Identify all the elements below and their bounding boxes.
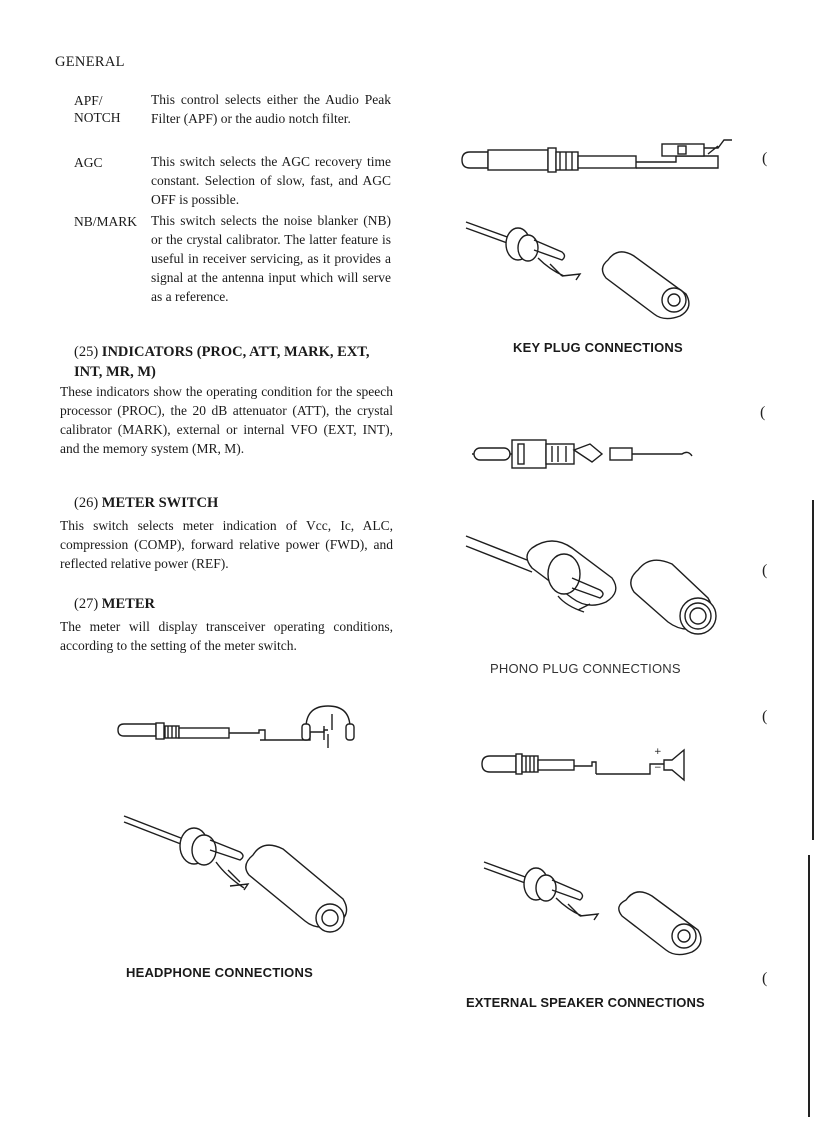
control-label-line2: NOTCH [74, 110, 121, 125]
key-plug-diagram [456, 134, 731, 184]
section-title-26 [74, 493, 394, 513]
margin-mark: ( [762, 708, 768, 725]
caption-key-plug: KEY PLUG CONNECTIONS [513, 340, 683, 355]
section-title-text: METER SWITCH [101, 495, 219, 511]
section-number: (27) [74, 596, 99, 612]
margin-mark: ( [762, 970, 768, 987]
section-body-26: This switch selects meter indication of Vcc, Ic, ALC, compression (COMP), forward relative power (FWD), and reflected relative power (REF). [60, 518, 393, 571]
section-body-27: The meter will display transceiver operating conditions, according to the setting of the meter switch. [60, 619, 393, 653]
speaker-plug-diagram [478, 744, 718, 784]
headphone-plug-diagram [110, 706, 350, 766]
key-jack-assembly [462, 218, 702, 318]
caption-headphone: HEADPHONE CONNECTIONS [126, 965, 313, 980]
margin-mark: ( [762, 562, 768, 579]
caption-external-speaker: EXTERNAL SPEAKER CONNECTIONS [466, 995, 705, 1010]
svg-text:−: − [654, 763, 662, 773]
caption-phono-plug: PHONO PLUG CONNECTIONS [490, 661, 681, 676]
section-title-text: METER [101, 596, 155, 612]
section-number: (25) [74, 344, 99, 360]
margin-mark: ( [762, 150, 768, 167]
scan-edge-line [812, 500, 814, 840]
control-desc-nb-mark: This switch selects the noise blanker (NB) or the crystal calibrator. The latter feature is useful in receiver servicing, as it provides a signal at the antenna input which will serve as a reference. [151, 213, 391, 304]
headphone-jack-assembly [118, 810, 348, 945]
phono-jack-assembly [462, 518, 732, 648]
control-desc-apf-notch: This control selects either the Audio Peak Filter (APF) or the audio notch filter. [151, 92, 391, 126]
control-label-line1: APF/ [74, 93, 103, 108]
margin-mark: ( [760, 404, 766, 421]
speaker-jack-assembly [480, 858, 720, 958]
control-label-apf-notch [74, 92, 121, 126]
control-label-nb-mark: NB/MARK [74, 214, 138, 229]
section-title-27 [74, 594, 394, 614]
svg-text:+: + [654, 747, 662, 757]
phono-plug-diagram [470, 438, 710, 470]
control-desc-agc: This switch selects the AGC recovery time constant. Selection of slow, fast, and AGC OFF is possible. [151, 154, 391, 207]
scan-edge-line [808, 855, 810, 1117]
control-label-agc: AGC [74, 155, 103, 170]
page-header: GENERAL [55, 54, 125, 70]
section-title-text: INDICATORS (PROC, ATT, MARK, EXT, INT, MR, M) [74, 344, 370, 380]
section-number: (26) [74, 495, 99, 511]
section-body-25: These indicators show the operating condition for the speech processor (PROC), the 20 dB attenuator (ATT), the crystal calibrator (MARK), external or internal VFO (EXT, INT), and the memory system (MR, M). [60, 384, 393, 456]
section-title-25 [74, 342, 394, 382]
